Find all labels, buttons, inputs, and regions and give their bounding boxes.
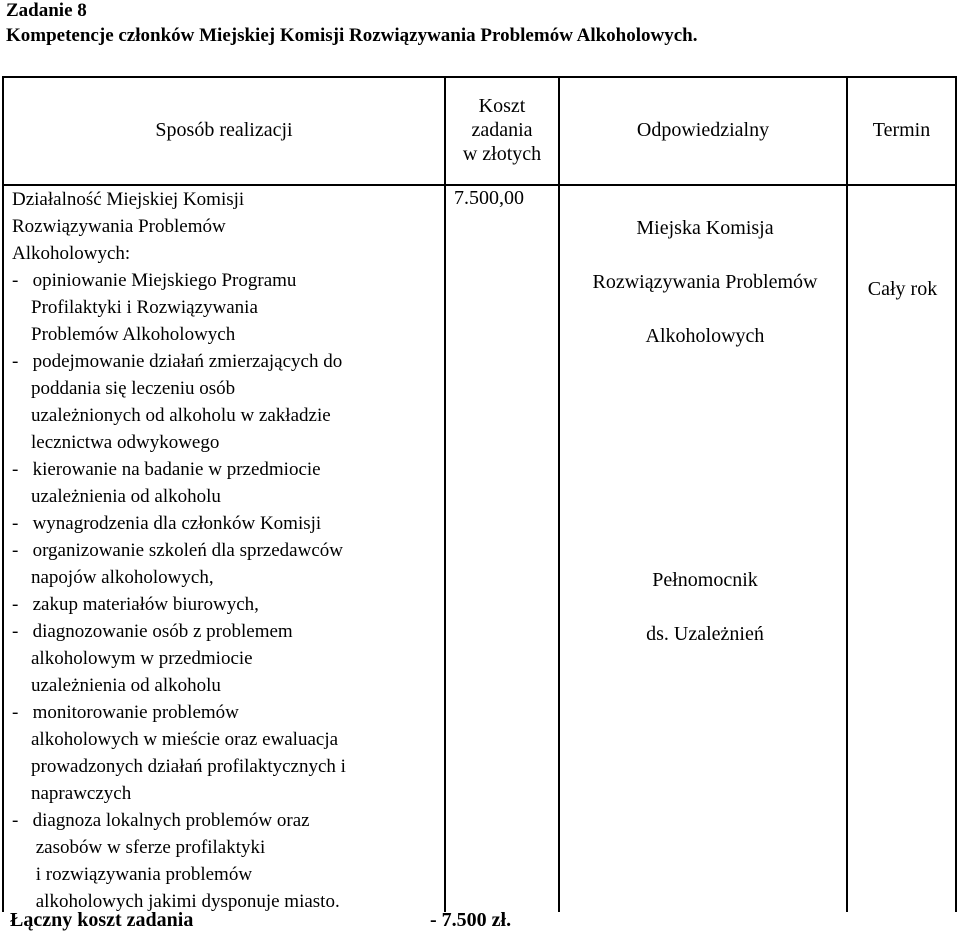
method-line: - monitorowanie problemów xyxy=(12,702,239,723)
total-cost-value: - 7.500 zł. xyxy=(430,909,512,931)
method-line: uzależnionych od alkoholu w zakładzie xyxy=(12,405,331,426)
method-line: - wynagrodzenia dla członków Komisji xyxy=(12,513,322,534)
term-value: Cały rok xyxy=(867,278,938,300)
method-line: poddania się leczeniu osób xyxy=(12,378,236,399)
responsible-line: ds. Uzależnień xyxy=(646,623,764,645)
method-line: napojów alkoholowych, xyxy=(12,567,214,588)
header-cost xyxy=(446,76,558,184)
responsible-plenipotentiary xyxy=(560,568,850,646)
column-divider-1 xyxy=(444,76,446,912)
task-number: Zadanie 8 xyxy=(6,0,87,21)
method-line: - diagnozowanie osób z problemem xyxy=(12,621,293,642)
method-line: zasobów w sferze profilaktyki xyxy=(12,837,266,858)
header-cost-line: w złotych xyxy=(462,143,542,165)
method-line: Rozwiązywania Problemów xyxy=(12,216,226,237)
method-line: - organizowanie szkoleń dla sprzedawców xyxy=(12,540,343,561)
method-line: Działalność Miejskiej Komisji xyxy=(12,189,245,210)
method-line: - podejmowanie działań zmierzających do xyxy=(12,351,343,372)
method-line: Profilaktyki i Rozwiązywania xyxy=(12,297,258,318)
method-line: naprawczych xyxy=(12,783,132,804)
method-line: uzależnienia od alkoholu xyxy=(12,486,221,507)
header-responsible: Odpowiedzialny xyxy=(636,119,770,141)
total-cost-label: Łączny koszt zadania xyxy=(10,909,194,931)
method-line: lecznictwa odwykowego xyxy=(12,432,220,453)
method-line: Alkoholowych: xyxy=(12,243,131,264)
method-line: i rozwiązywania problemów xyxy=(12,864,253,885)
responsible-line: Miejska Komisja xyxy=(636,217,774,239)
method-line: Problemów Alkoholowych xyxy=(12,324,236,345)
responsible-commission xyxy=(560,216,850,348)
method-line: uzależnienia od alkoholu xyxy=(12,675,221,696)
method-line: alkoholowych jakimi dysponuje miasto. xyxy=(12,891,340,912)
task-subtitle: Kompetencje członków Miejskiej Komisji Rozwiązywania Problemów Alkoholowych. xyxy=(6,25,698,46)
cost-value: 7.500,00 xyxy=(454,187,524,209)
responsible-line: Pełnomocnik xyxy=(652,569,758,591)
table-left-border xyxy=(2,76,4,912)
responsible-line: Rozwiązywania Problemów xyxy=(592,271,818,293)
method-line: prowadzonych działań profilaktycznych i xyxy=(12,756,346,777)
method-line: alkoholowym w przedmiocie xyxy=(12,648,253,669)
column-divider-3 xyxy=(846,76,848,912)
table-right-border xyxy=(955,76,957,912)
tasks-table xyxy=(2,76,957,912)
method-line: alkoholowych w mieście oraz ewaluacja xyxy=(12,729,339,750)
header-cost-line: zadania xyxy=(471,119,533,141)
method-line: - diagnoza lokalnych problemów oraz xyxy=(12,810,310,831)
method-line: - opiniowanie Miejskiego Programu xyxy=(12,270,297,291)
column-divider-2 xyxy=(558,76,560,912)
header-method: Sposób realizacji xyxy=(155,119,293,141)
header-cost-line: Koszt xyxy=(478,95,526,117)
responsible-line: Alkoholowych xyxy=(645,325,765,347)
method-cell xyxy=(12,186,442,915)
method-line: - zakup materiałów biurowych, xyxy=(12,594,259,615)
method-line: - kierowanie na badanie w przedmiocie xyxy=(12,459,321,480)
header-term: Termin xyxy=(872,119,931,141)
